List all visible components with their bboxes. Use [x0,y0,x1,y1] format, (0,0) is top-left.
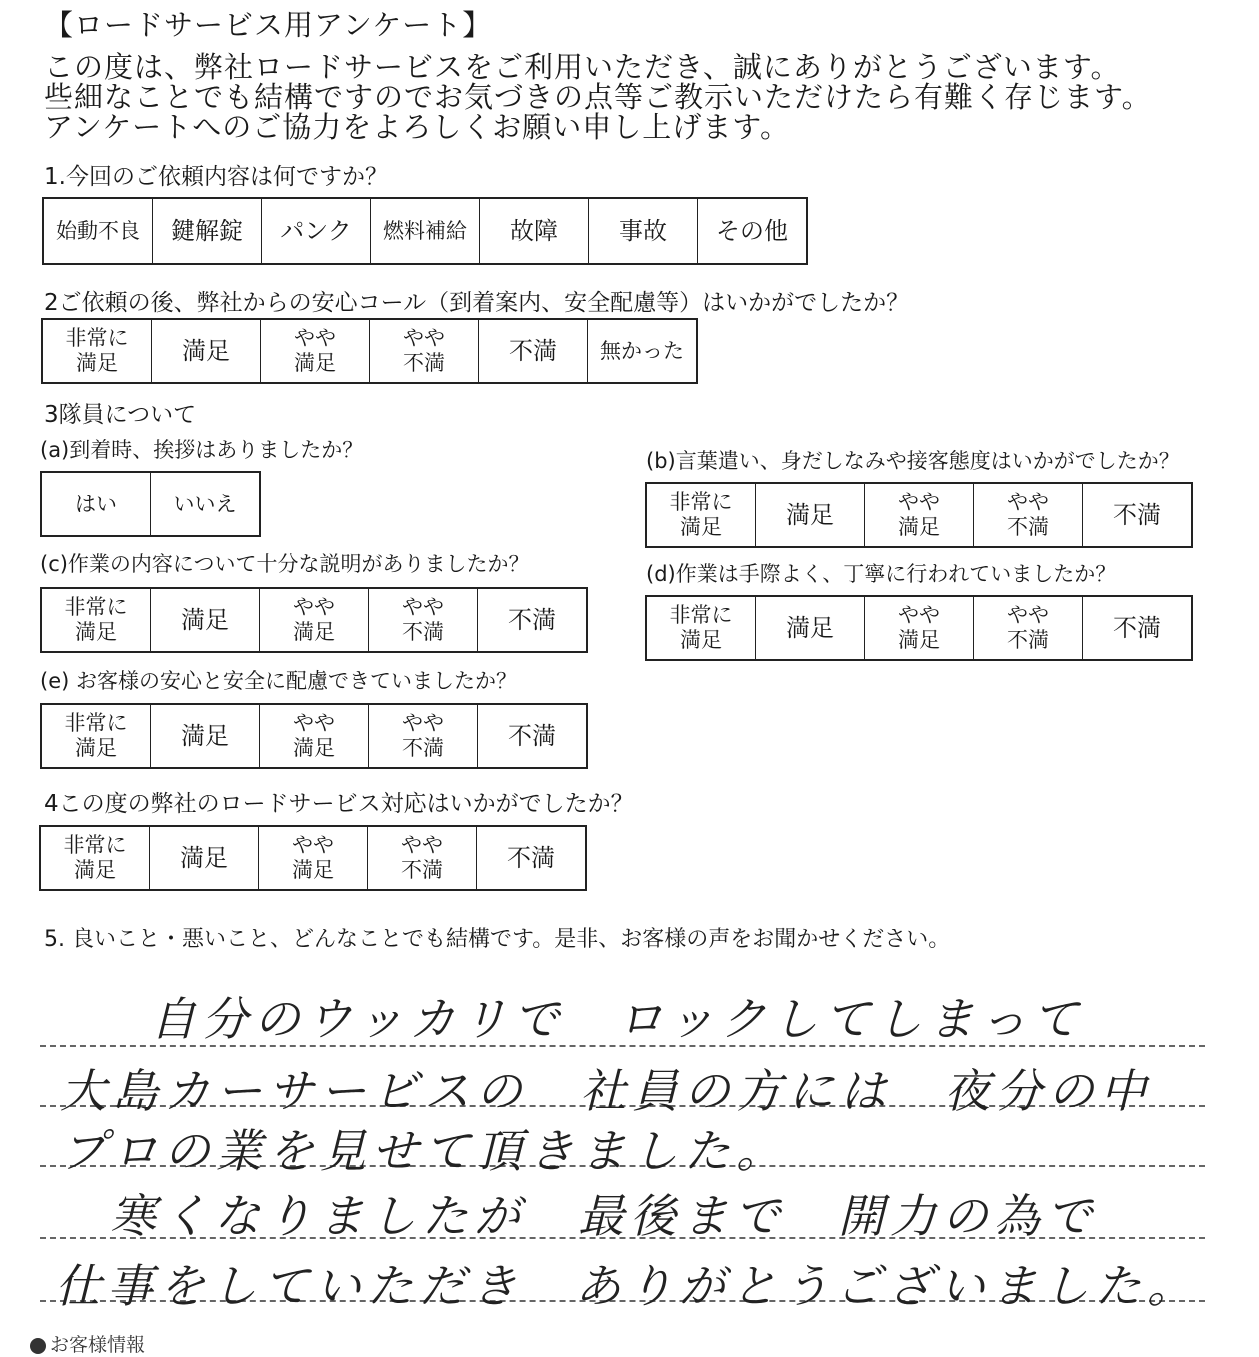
q3d-option[interactable]: 不満 [1113,614,1161,642]
q4-option[interactable]: 不満 [507,844,555,872]
q4-option[interactable]: 非常に 満足 [41,827,150,889]
q3e-option[interactable]: 満足 [151,705,260,767]
q2-option[interactable]: 無かった [600,338,684,363]
survey-title: 【ロードサービス用アンケート】 [44,8,493,42]
q3d-options [645,595,1193,661]
q1-option[interactable]: 鍵解錠 [153,199,262,263]
q3a-option[interactable]: はい [42,473,151,535]
q1-option[interactable]: パンク [262,199,371,263]
q4-label: 4この度の弊社のロードサービス対応はいかがでしたか？ [44,791,634,817]
q1-label: 1.今回のご依頼内容は何ですか？ [44,164,388,190]
q3c-option[interactable]: 非常に 満足 [42,589,151,651]
q3e-label: (e) お客様の安心と安全に配慮できていましたか？ [40,669,517,693]
q4-options [39,825,587,891]
q3a-option[interactable]: いいえ [173,491,237,516]
q3c-label: (c)作業の内容について十分な説明がありましたか？ [40,552,530,576]
handwritten-answer-line-3: プロの業を見せて頂きました。 [60,1124,788,1178]
q1-option[interactable]: 始動不良 [44,199,153,263]
q4-option[interactable]: やや 満足 [259,827,368,889]
q4-option[interactable]: やや 不満 [368,827,477,889]
q3a-options [40,471,261,537]
q3d-option[interactable]: やや 満足 [865,597,974,659]
q3b-label: (b)言葉遣い、身だしなみや接客態度はいかがでしたか？ [646,449,1180,473]
customer-info-heading [30,1330,145,1357]
q2-option[interactable]: 非常に 満足 [43,320,152,382]
q3d-option[interactable]: 満足 [756,597,865,659]
q1-option[interactable]: 燃料補給 [371,199,480,263]
q3e-options [40,703,588,769]
intro-line-3: アンケートへのご協力をよろしくお願い申し上げます。 [44,110,790,144]
q3-label: 3隊員について [44,402,197,428]
q3d-label: (d)作業は手際よく、丁寧に行われていましたか？ [646,562,1117,586]
q4-option[interactable]: 満足 [150,827,259,889]
q1-option[interactable]: その他 [716,217,788,245]
handwritten-answer-line-5: 仕事をしていただき ありがとうございました。 [55,1259,1199,1313]
q3d-option[interactable]: やや 不満 [974,597,1083,659]
handwritten-answer-line-1: 自分のウッカリで ロックしてしまって [150,992,1085,1046]
handwritten-answer-line-4: 寒くなりましたが 最後まで 開力の為で [110,1189,1098,1243]
q3b-option[interactable]: 満足 [756,484,865,546]
q2-option[interactable]: 満足 [152,320,261,382]
q3c-option[interactable]: 不満 [508,606,556,634]
q3a-label: (a)到着時、挨拶はありましたか？ [40,438,364,462]
q2-option[interactable]: やや 満足 [261,320,370,382]
q3b-option[interactable]: やや 不満 [974,484,1083,546]
q3d-option[interactable]: 非常に 満足 [647,597,756,659]
q3e-option[interactable]: 非常に 満足 [42,705,151,767]
q3e-option[interactable]: やや 満足 [260,705,369,767]
intro-line-2: 些細なことでも結構ですのでお気づきの点等ご教示いただけたら有難く存じます。 [44,80,1152,114]
q2-label: 2ご依頼の後、弊社からの安心コール（到着案内、安全配慮等）はいかがでしたか？ [44,290,910,316]
q3b-option[interactable]: やや 満足 [865,484,974,546]
q2-options [41,318,698,384]
q2-option[interactable]: やや 不満 [370,320,479,382]
q3c-option[interactable]: やや 不満 [369,589,478,651]
q2-option[interactable]: 不満 [479,320,588,382]
q3c-options [40,587,588,653]
customer-info-label: お客様情報 [50,1334,146,1356]
q3c-option[interactable]: 満足 [151,589,260,651]
intro-line-1: この度は、弊社ロードサービスをご利用いただき、誠にありがとうございます。 [44,50,1121,84]
q3e-option[interactable]: やや 不満 [369,705,478,767]
q3c-option[interactable]: やや 満足 [260,589,369,651]
q3e-option[interactable]: 不満 [508,722,556,750]
q1-options [42,197,808,265]
q1-option[interactable]: 事故 [589,199,698,263]
q3b-options [645,482,1193,548]
q3b-option[interactable]: 非常に 満足 [647,484,756,546]
q3b-option[interactable]: 不満 [1113,501,1161,529]
handwritten-answer-line-2: 大島カーサービスの 社員の方には 夜分の中 [60,1064,1152,1118]
q1-option[interactable]: 故障 [480,199,589,263]
q5-label: 5. 良いこと・悪いこと、どんなことでも結構です。是非、お客様の声をお聞かせください。 [44,927,951,952]
